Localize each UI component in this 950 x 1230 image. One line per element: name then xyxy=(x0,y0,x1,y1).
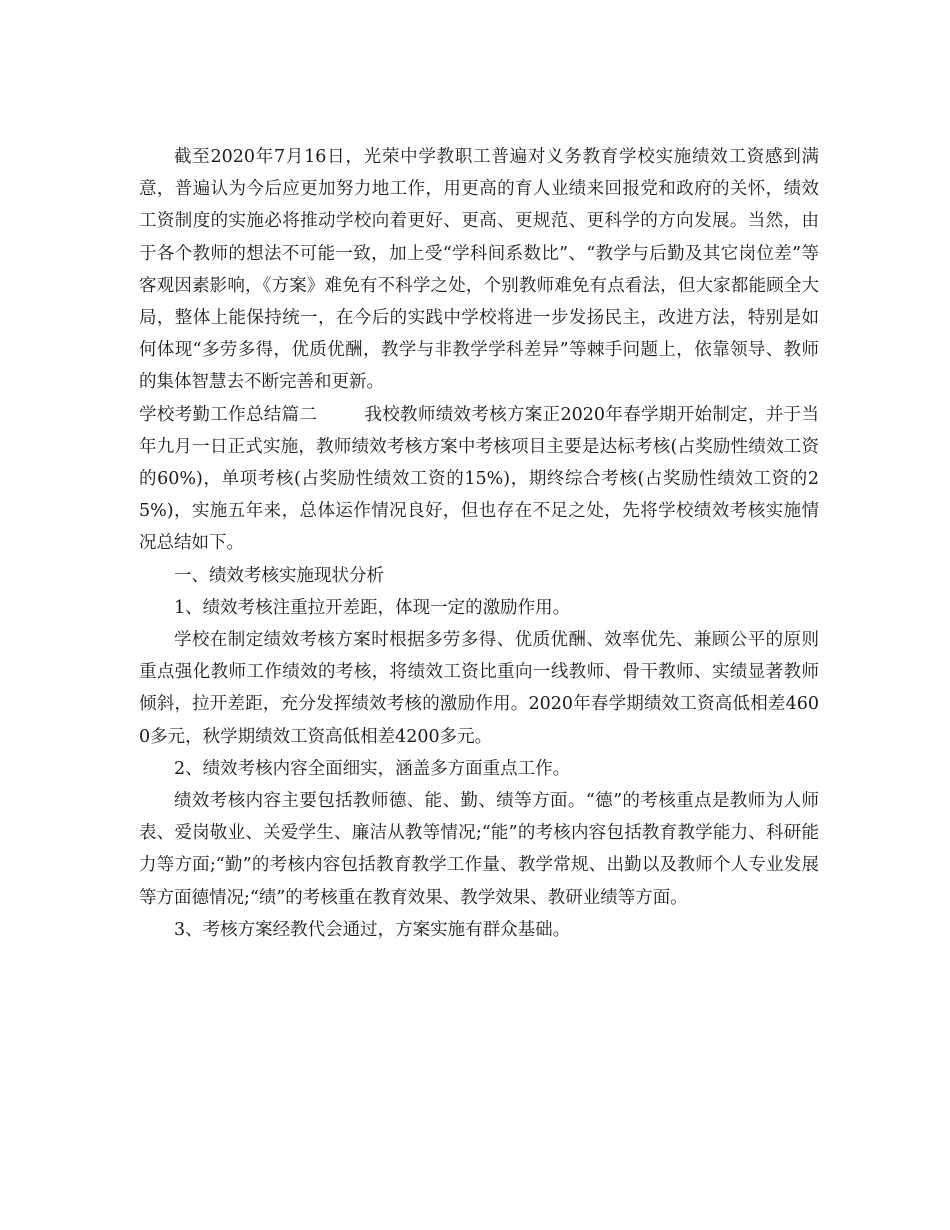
heading-point-3: 3、考核方案经教代会通过，方案实施有群众基础。 xyxy=(174,919,571,940)
section-gap xyxy=(317,405,364,425)
document-body xyxy=(139,141,819,946)
heading-status-analysis: 一、绩效考核实施现状分析 xyxy=(174,565,384,586)
section-two-body: 我校教师绩效考核方案正2020年春学期开始制定，并于当年九月一日正式实施，教师绩效考核方案中考核项目主要是达标考核(占奖励性绩效工资的60%)，单项考核(占奖励性绩效工资的15%)，期终综合考核(占奖励性绩效工资的25%)，实施五年来，总体运作情况良好，但也存在不足之处，先将学校绩效考核实施情况总结如下。 xyxy=(139,404,819,554)
paragraph-point-2-detail: 绩效考核内容主要包括教师德、能、勤、绩等方面。“德”的考核重点是教师为人师表、爱岗敬业、关爱学生、廉洁从教等情况;“能”的考核内容包括教育教学能力、科研能力等方面;“勤”的考核内容包括教育教学工作量、教学常规、出勤以及教师个人专业发展等方面德情况;“绩”的考核重在教育效果、教学效果、教研业绩等方面。 xyxy=(139,791,819,908)
paragraph-performance-pay-satisfaction: 截至2020年7月16日，光荣中学教职工普遍对义务教育学校实施绩效工资感到满意，普遍认为今后应更加努力地工作，用更高的育人业绩来回报党和政府的关怀，绩效工资制度的实施必将推动学校向着更好、更高、更规范、更科学的方向发展。当然，由于各个教师的想法不可能一致，加上受“学科间系数比”、“教学与后勤及其它岗位差”等客观因素影响，《方案》难免有不科学之处，个别教师难免有点看法，但大家都能顾全大局，整体上能保持统一，在今后的实践中学校将进一步发扬民主，改进方法，特别是如何体现“多劳多得，优质优酬，教学与非教学学科差异”等棘手问题上，依靠领导、教师的集体智慧去不断完善和更新。 xyxy=(139,147,819,393)
heading-point-2: 2、绩效考核内容全面细实，涵盖多方面重点工作。 xyxy=(174,758,571,779)
paragraph-section-two xyxy=(139,399,819,560)
paragraph-point-1-detail: 学校在制定绩效考核方案时根据多劳多得、优质优酬、效率优先、兼顾公平的原则重点强化教师工作绩效的考核，将绩效工资比重向一线教师、骨干教师、实绩显著教师倾斜，拉开差距，充分发挥绩效考核的激励作用。2020年春学期绩效工资高低相差4600多元，秋学期绩效工资高低相差4200多元。 xyxy=(139,630,819,747)
section-title: 学校考勤工作总结篇二 xyxy=(139,404,318,425)
heading-point-1: 1、绩效考核注重拉开差距，体现一定的激励作用。 xyxy=(174,597,571,618)
